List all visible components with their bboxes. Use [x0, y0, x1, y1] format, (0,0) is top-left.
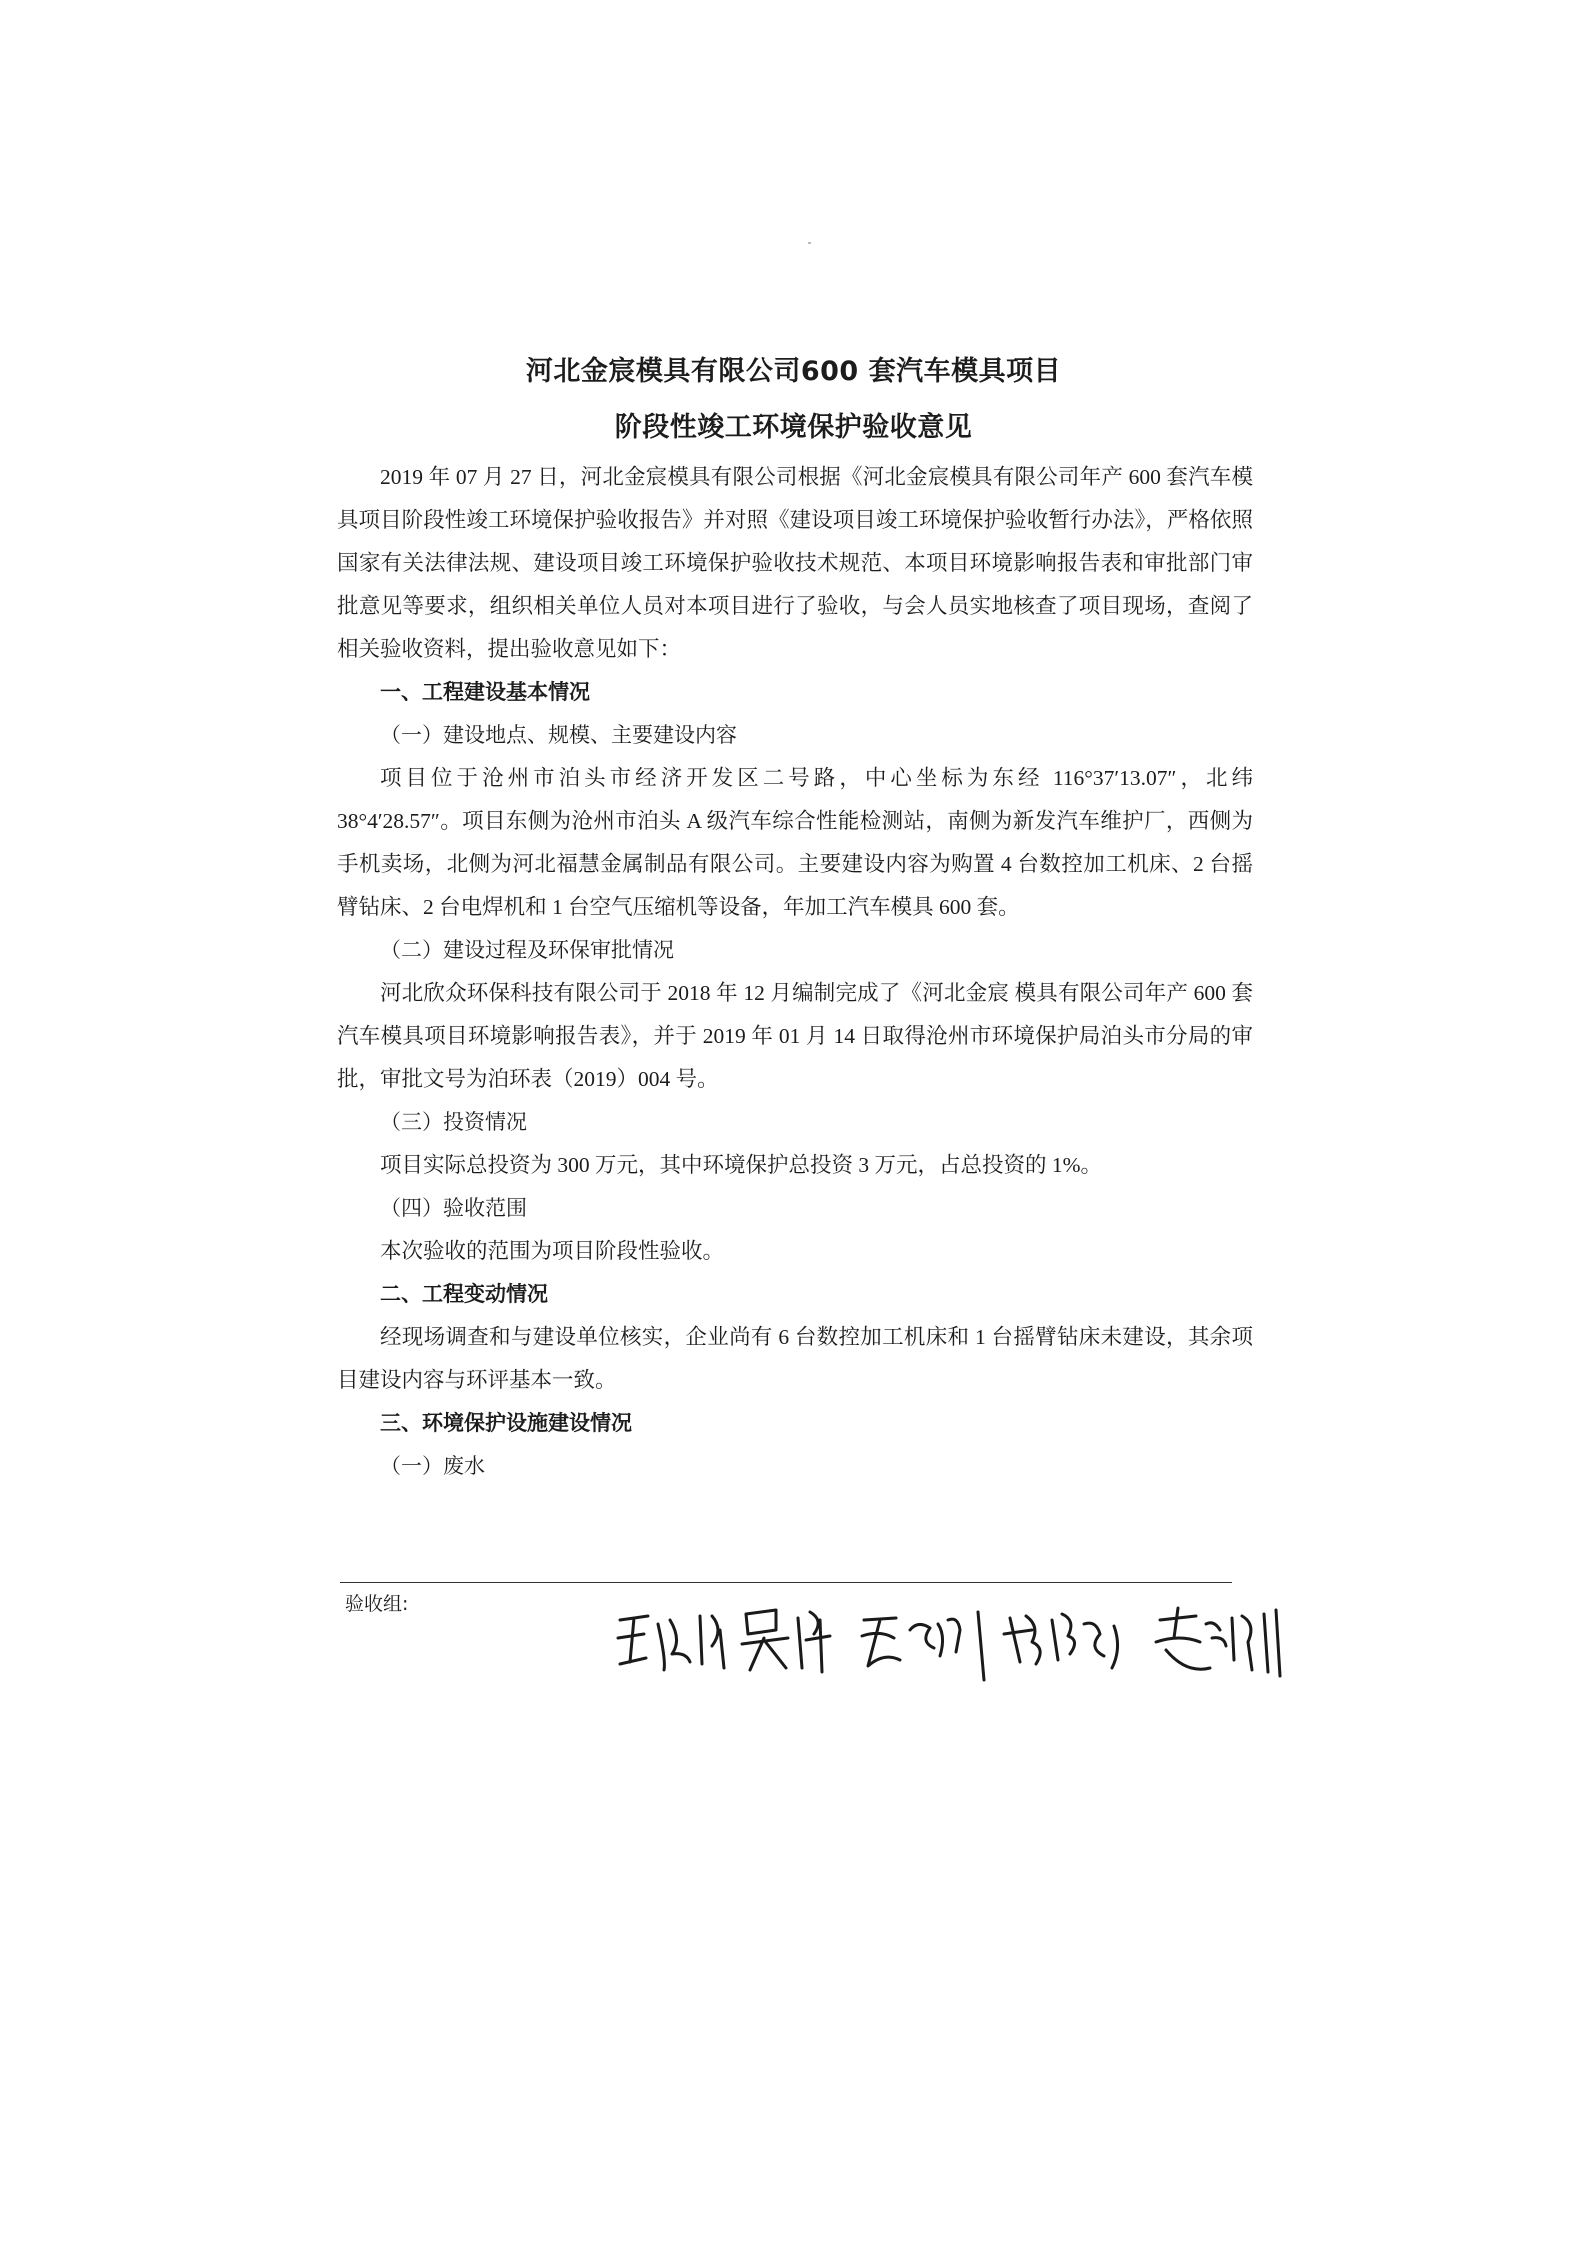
scan-speck: [808, 242, 811, 244]
section1-sub4-text: 本次验收的范围为项目阶段性验收。: [380, 1239, 725, 1263]
section1-sub2-heading: （二）建设过程及环保审批情况: [380, 938, 674, 962]
section3-heading: 三、环境保护设施建设情况: [380, 1411, 632, 1435]
signature-divider: [340, 1582, 1232, 1583]
signature-label: 验收组:: [345, 1593, 409, 1615]
handwritten-signatures: [600, 1590, 1320, 1690]
section1-sub4-heading: （四）验收范围: [380, 1196, 527, 1220]
section1-sub3-heading: （三）投资情况: [380, 1110, 527, 1134]
document-title-line1: 河北金宸模具有限公司600 套汽车模具项目: [525, 356, 1062, 387]
signature-1: [618, 1616, 724, 1670]
section2-text: 经现场调查和与建设单位核实，企业尚有 6 台数控加工机床和 1 台摇臂钻床未建设，其余项目建设内容与环评基本一致。: [337, 1325, 1253, 1392]
intro-paragraph: 2019 年 07 月 27 日，河北金宸模具有限公司根据《河北金宸模具有限公司年产 600 套汽车模具项目阶段性竣工环境保护验收报告》并对照《建设项目竣工环境保护验收暂行办法》，严格依照国家有关法律法规、建设项目竣工环境保护验收技术规范、本项目环境影响报告表和审批部门审批意见等要求，组织相关单位人员对本项目进行了验收，与会人员实地核查了项目现场，查阅了相关验收资料，提出验收意见如下：: [337, 465, 1253, 661]
section1-heading: 一、工程建设基本情况: [380, 680, 590, 704]
section1-sub3-text: 项目实际总投资为 300 万元，其中环境保护总投资 3 万元，占总投资的 1%。: [380, 1153, 1103, 1177]
document-body: [337, 456, 1253, 1488]
signature-5: [1156, 1608, 1280, 1676]
signature-2: [742, 1610, 830, 1672]
section3-sub1-heading: （一）废水: [380, 1454, 485, 1478]
document-title-line2: 阶段性竣工环境保护验收意见: [614, 412, 973, 443]
signature-4: [1004, 1614, 1118, 1668]
section1-sub1-text: 项目位于沧州市泊头市经济开发区二号路，中心坐标为东经 116°37′13.07″，北纬 38°4′28.57″。项目东侧为沧州市泊头 A 级汽车综合性能检测站，南侧为新发汽车维护厂，西侧为手机卖场，北侧为河北福慧金属制品有限公司。主要建设内容为购置 4 台数控加工机床、2 台摇臂钻床、2 台电焊机和 1 台空气压缩机等设备，年加工汽车模具 600 套。: [337, 766, 1253, 919]
section1-sub2-text: 河北欣众环保科技有限公司于 2018 年 12 月编制完成了《河北金宸 模具有限公司年产 600 套汽车模具项目环境影响报告表》，并于 2019 年 01 月 14 日取得沧州市环境保护局泊头市分局的审批，审批文号为泊环表（2019）004 号。: [337, 981, 1253, 1091]
signature-3: [862, 1612, 984, 1680]
section2-heading: 二、工程变动情况: [380, 1282, 548, 1306]
section1-sub1-heading: （一）建设地点、规模、主要建设内容: [380, 723, 737, 747]
